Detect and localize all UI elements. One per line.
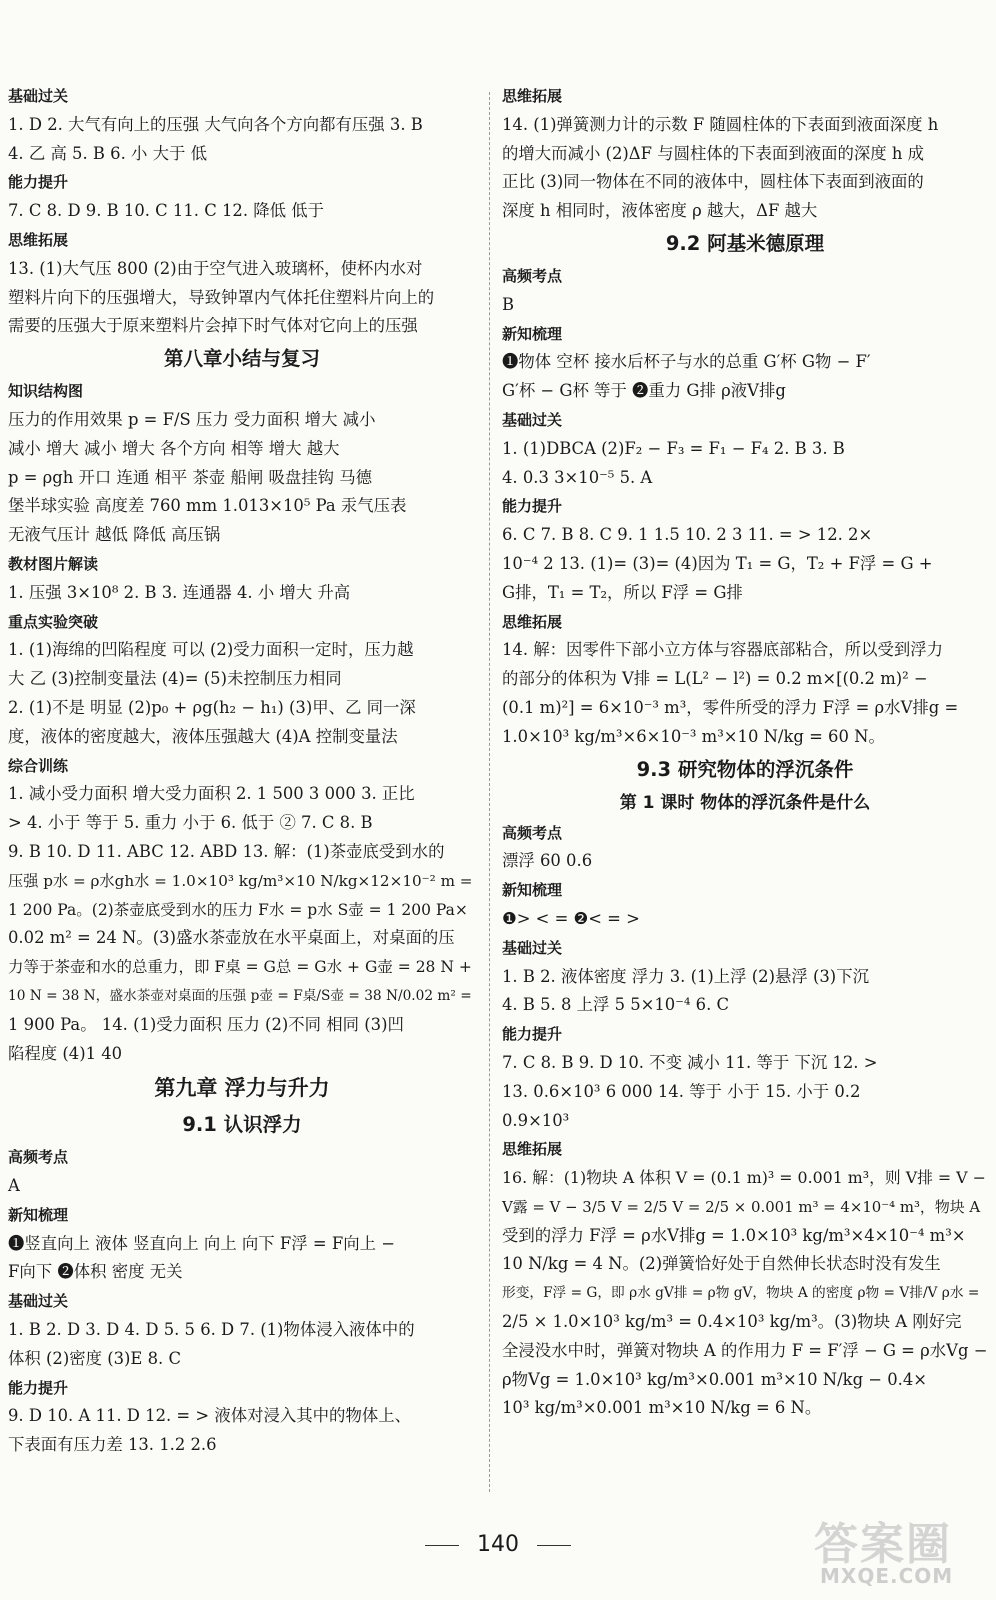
section-heading: 新知梳理 xyxy=(8,1205,69,1224)
answer-line: 形变，F浮 = G，即 ρ水 gV排 = ρ物 gV，物块 A 的密度 ρ物 = V排/V ρ水 = xyxy=(502,1285,980,1302)
answer-line: 1. D 2. 大气有向上的压强 大气向各个方向都有压强 3. B xyxy=(8,114,423,134)
section-heading: 重点实验突破 xyxy=(8,612,99,631)
answer-line: 0.02 m² = 24 N。(3)盛水茶壶放在水平桌面上，对桌面的压 xyxy=(8,928,455,948)
section-heading: 思维拓展 xyxy=(502,87,563,105)
answer-line: F向下 ❷体积 密度 无关 xyxy=(8,1262,183,1282)
section-heading: 基础过关 xyxy=(502,410,563,429)
section-heading: 综合训练 xyxy=(8,756,69,775)
section-heading: 高频考点 xyxy=(502,823,563,842)
answer-line: 10³ kg/m³×0.001 m³×10 N/kg = 6 N。 xyxy=(502,1398,822,1418)
answer-line: A xyxy=(8,1176,20,1196)
answer-line: 陷程度 (4)1 40 xyxy=(8,1043,123,1063)
answer-line: ❶竖直向上 液体 竖直向上 向上 向下 F浮 = F向上 − xyxy=(8,1233,395,1253)
section-title: 第八章小结与复习 xyxy=(163,347,320,371)
answer-line: 1 200 Pa。(2)茶壶底受到水的压力 F水 = p水 S壶 = 1 200 Pa× xyxy=(8,900,468,919)
answer-line: 2/5 × 1.0×10³ kg/m³ = 0.4×10³ kg/m³。(3)物块 A 刚好完 xyxy=(502,1312,962,1332)
answer-line: B xyxy=(502,294,515,314)
right-column xyxy=(502,82,988,1423)
section-heading: 新知梳理 xyxy=(502,881,563,900)
answer-line: 受到的浮力 F浮 = ρ水V排g = 1.0×10³ kg/m³×4×10⁻⁴ m³× xyxy=(502,1225,966,1245)
answer-line: 正比 (3)同一物体在不同的液体中，圆柱体下表面到液面的 xyxy=(502,172,924,192)
answer-line: 需要的压强大于原来塑料片会掉下时气体对它向上的压强 xyxy=(8,316,418,336)
section-heading: 基础过关 xyxy=(8,87,69,105)
page-number-text: 140 xyxy=(477,1532,519,1557)
answer-line: 压力的作用效果 p = F/S 压力 受力面积 增大 减小 xyxy=(8,409,376,429)
answer-line: 7. C 8. B 9. D 10. 不变 减小 11. 等于 下沉 12. > xyxy=(502,1052,878,1072)
answer-line: 2. (1)不是 明显 (2)p₀ + ρg(h₂ − h₁) (3)甲、乙 同一深 xyxy=(8,697,416,717)
answer-line: p = ρgh 开口 连通 相平 茶壶 船闸 吸盘挂钩 马德 xyxy=(8,467,373,487)
answer-line: (0.1 m)²] = 6×10⁻³ m³，零件所受的浮力 F浮 = ρ水V排g = xyxy=(502,697,959,717)
page-dash-right xyxy=(537,1545,571,1546)
section-heading: 新知梳理 xyxy=(502,324,563,343)
section-title: 9.3 研究物体的浮沉条件 xyxy=(636,757,854,781)
answer-line: 4. 乙 高 5. B 6. 小 大于 低 xyxy=(8,143,207,163)
section-heading: 思维拓展 xyxy=(502,1140,563,1159)
answer-line: 6. C 7. B 8. C 9. 1 1.5 10. 2 3 11. = > 12. 2× xyxy=(502,525,873,545)
section-heading: 高频考点 xyxy=(8,1148,69,1167)
answer-line: 13. (1)大气压 800 (2)由于空气进入玻璃杯，使杯内水对 xyxy=(8,258,423,278)
answer-line: 4. 0.3 3×10⁻⁵ 5. A xyxy=(502,467,653,487)
answer-line: 体积 (2)密度 (3)E 8. C xyxy=(8,1348,181,1368)
section-heading: 知识结构图 xyxy=(8,382,84,401)
answer-line: 1 900 Pa。 14. (1)受力面积 压力 (2)不同 相同 (3)凹 xyxy=(8,1014,404,1034)
answer-line: 1. B 2. D 3. D 4. D 5. 5 6. D 7. (1)物体浸入液体中的 xyxy=(8,1320,415,1340)
answer-line: 4. B 5. 8 上浮 5 5×10⁻⁴ 6. C xyxy=(502,995,730,1015)
watermark-logo xyxy=(814,1508,982,1588)
section-heading: 能力提升 xyxy=(502,497,563,516)
answer-line: 16. 解：(1)物块 A 体积 V = (0.1 m)³ = 0.001 m³，则 V排 = V − xyxy=(502,1168,986,1188)
answer-line: 7. C 8. D 9. B 10. C 11. C 12. 降低 低于 xyxy=(8,201,325,221)
section-heading: 能力提升 xyxy=(8,1378,69,1397)
answer-line: 0.9×10³ xyxy=(502,1110,570,1130)
answer-line: 深度 h 相同时，液体密度 ρ 越大，ΔF 越大 xyxy=(502,201,818,221)
answer-line: ρ物Vg = 1.0×10³ kg/m³×0.001 m³×10 N/kg − 0.4× xyxy=(502,1369,928,1389)
answer-line: 13. 0.6×10³ 6 000 14. 等于 小于 15. 小于 0.2 xyxy=(502,1081,861,1101)
section-heading: 教材图片解读 xyxy=(8,554,99,573)
answer-line: 力等于茶壶和水的总重力，即 F桌 = G总 = G水 + G壶 = 28 N + xyxy=(8,958,472,977)
section-heading: 基础过关 xyxy=(502,938,563,957)
answer-line: 减小 增大 减小 增大 各个方向 相等 增大 越大 xyxy=(8,438,340,458)
watermark-text: 答案圈 xyxy=(814,1519,952,1570)
section-heading: 高频考点 xyxy=(502,266,563,285)
answer-line: 14. 解：因零件下部小立方体与容器底部粘合，所以受到浮力 xyxy=(502,640,944,660)
answer-line: 1.0×10³ kg/m³×6×10⁻³ m³×10 N/kg = 60 N。 xyxy=(502,726,885,746)
answer-line: V露 = V − 3/5 V = 2/5 V = 2/5 × 0.001 m³ = 4×10⁻⁴ m³，物块 A xyxy=(502,1197,981,1216)
section-heading: 基础过关 xyxy=(8,1292,69,1311)
answer-line: 压强 p水 = ρ水gh水 = 1.0×10³ kg/m³×10 N/kg×12×10⁻² m = xyxy=(8,871,473,890)
column-divider xyxy=(489,92,490,1492)
section-heading: 思维拓展 xyxy=(8,230,69,249)
answer-line: 无液气压计 越低 降低 高压锅 xyxy=(8,525,221,545)
answer-line: 10 N/kg = 4 N。(2)弹簧恰好处于自然伸长状态时没有发生 xyxy=(502,1254,941,1274)
section-heading: 思维拓展 xyxy=(502,612,563,631)
watermark-url: MXQE.COM xyxy=(820,1564,954,1588)
answer-line: G排，T₁ = T₂，所以 F浮 = G排 xyxy=(502,582,743,602)
answer-line: 的部分的体积为 V排 = L(L² − l²) = 0.2 m×[(0.2 m)² − xyxy=(502,669,928,689)
section-title: 9.1 认识浮力 xyxy=(182,1113,302,1137)
lesson-title: 第 1 课时 物体的浮沉条件是什么 xyxy=(619,792,871,813)
answer-line: 1. 压强 3×10⁸ 2. B 3. 连通器 4. 小 增大 升高 xyxy=(8,582,351,602)
answer-line: ❶> < = ❷< = > xyxy=(502,908,640,928)
answer-line: 9. B 10. D 11. ABC 12. ABD 13. 解：(1)茶壶底受到水的 xyxy=(8,841,445,861)
section-heading: 能力提升 xyxy=(502,1025,563,1044)
page-dash-left xyxy=(425,1545,459,1546)
answer-line: 14. (1)弹簧测力计的示数 F 随圆柱体的下表面到液面深度 h xyxy=(502,114,939,134)
answer-line: 10⁻⁴ 2 13. (1)= (3)= (4)因为 T₁ = G，T₂ + F浮 = G + xyxy=(502,553,933,573)
section-heading: 能力提升 xyxy=(8,173,69,192)
answer-line: G′杯 − G杯 等于 ❷重力 G排 ρ液V排g xyxy=(502,381,786,401)
answer-line: 大 乙 (3)控制变量法 (4)= (5)未控制压力相同 xyxy=(8,669,342,689)
answer-line: 塑料片向下的压强增大，导致钟罩内气体托住塑料片向上的 xyxy=(8,287,435,307)
answer-line: 全浸没水中时，弹簧对物块 A 的作用力 F = F′浮 − G = ρ水Vg − xyxy=(502,1340,988,1360)
section-title: 9.2 阿基米德原理 xyxy=(665,231,825,255)
left-column xyxy=(8,82,476,1460)
answer-line: 1. (1)海绵的凹陷程度 可以 (2)受力面积一定时，压力越 xyxy=(8,640,414,660)
answer-line: 的增大而减小 (2)ΔF 与圆柱体的下表面到液面的深度 h 成 xyxy=(502,143,925,163)
answer-line: 9. D 10. A 11. D 12. = > 液体对浸入其中的物体上、 xyxy=(8,1406,412,1426)
answer-line: 度，液体的密度越大，液体压强越大 (4)A 控制变量法 xyxy=(8,726,398,746)
answer-line: 1. B 2. 液体密度 浮力 3. (1)上浮 (2)悬浮 (3)下沉 xyxy=(502,966,869,986)
answer-line: 下表面有压力差 13. 1.2 2.6 xyxy=(8,1435,217,1455)
chapter-title: 第九章 浮力与升力 xyxy=(154,1076,330,1101)
answer-line: ❶物体 空杯 接水后杯子与水的总重 G′杯 G物 − F′ xyxy=(502,352,871,372)
answer-line: 漂浮 60 0.6 xyxy=(502,851,593,871)
answer-line: 1. (1)DBCA (2)F₂ − F₃ = F₁ − F₄ 2. B 3. B xyxy=(502,438,845,458)
answer-line: 1. 减小受力面积 增大受力面积 2. 1 500 3 000 3. 正比 xyxy=(8,784,415,804)
answer-line: > 4. 小于 等于 5. 重力 小于 6. 低于 ② 7. C 8. B xyxy=(8,813,373,833)
answer-line: 10 N = 38 N，盛水茶壶对桌面的压强 p壶 = F桌/S壶 = 38 N/0.02 m² = xyxy=(8,987,472,1004)
answer-line: 堡半球实验 高度差 760 mm 1.013×10⁵ Pa 汞气压表 xyxy=(8,496,407,516)
